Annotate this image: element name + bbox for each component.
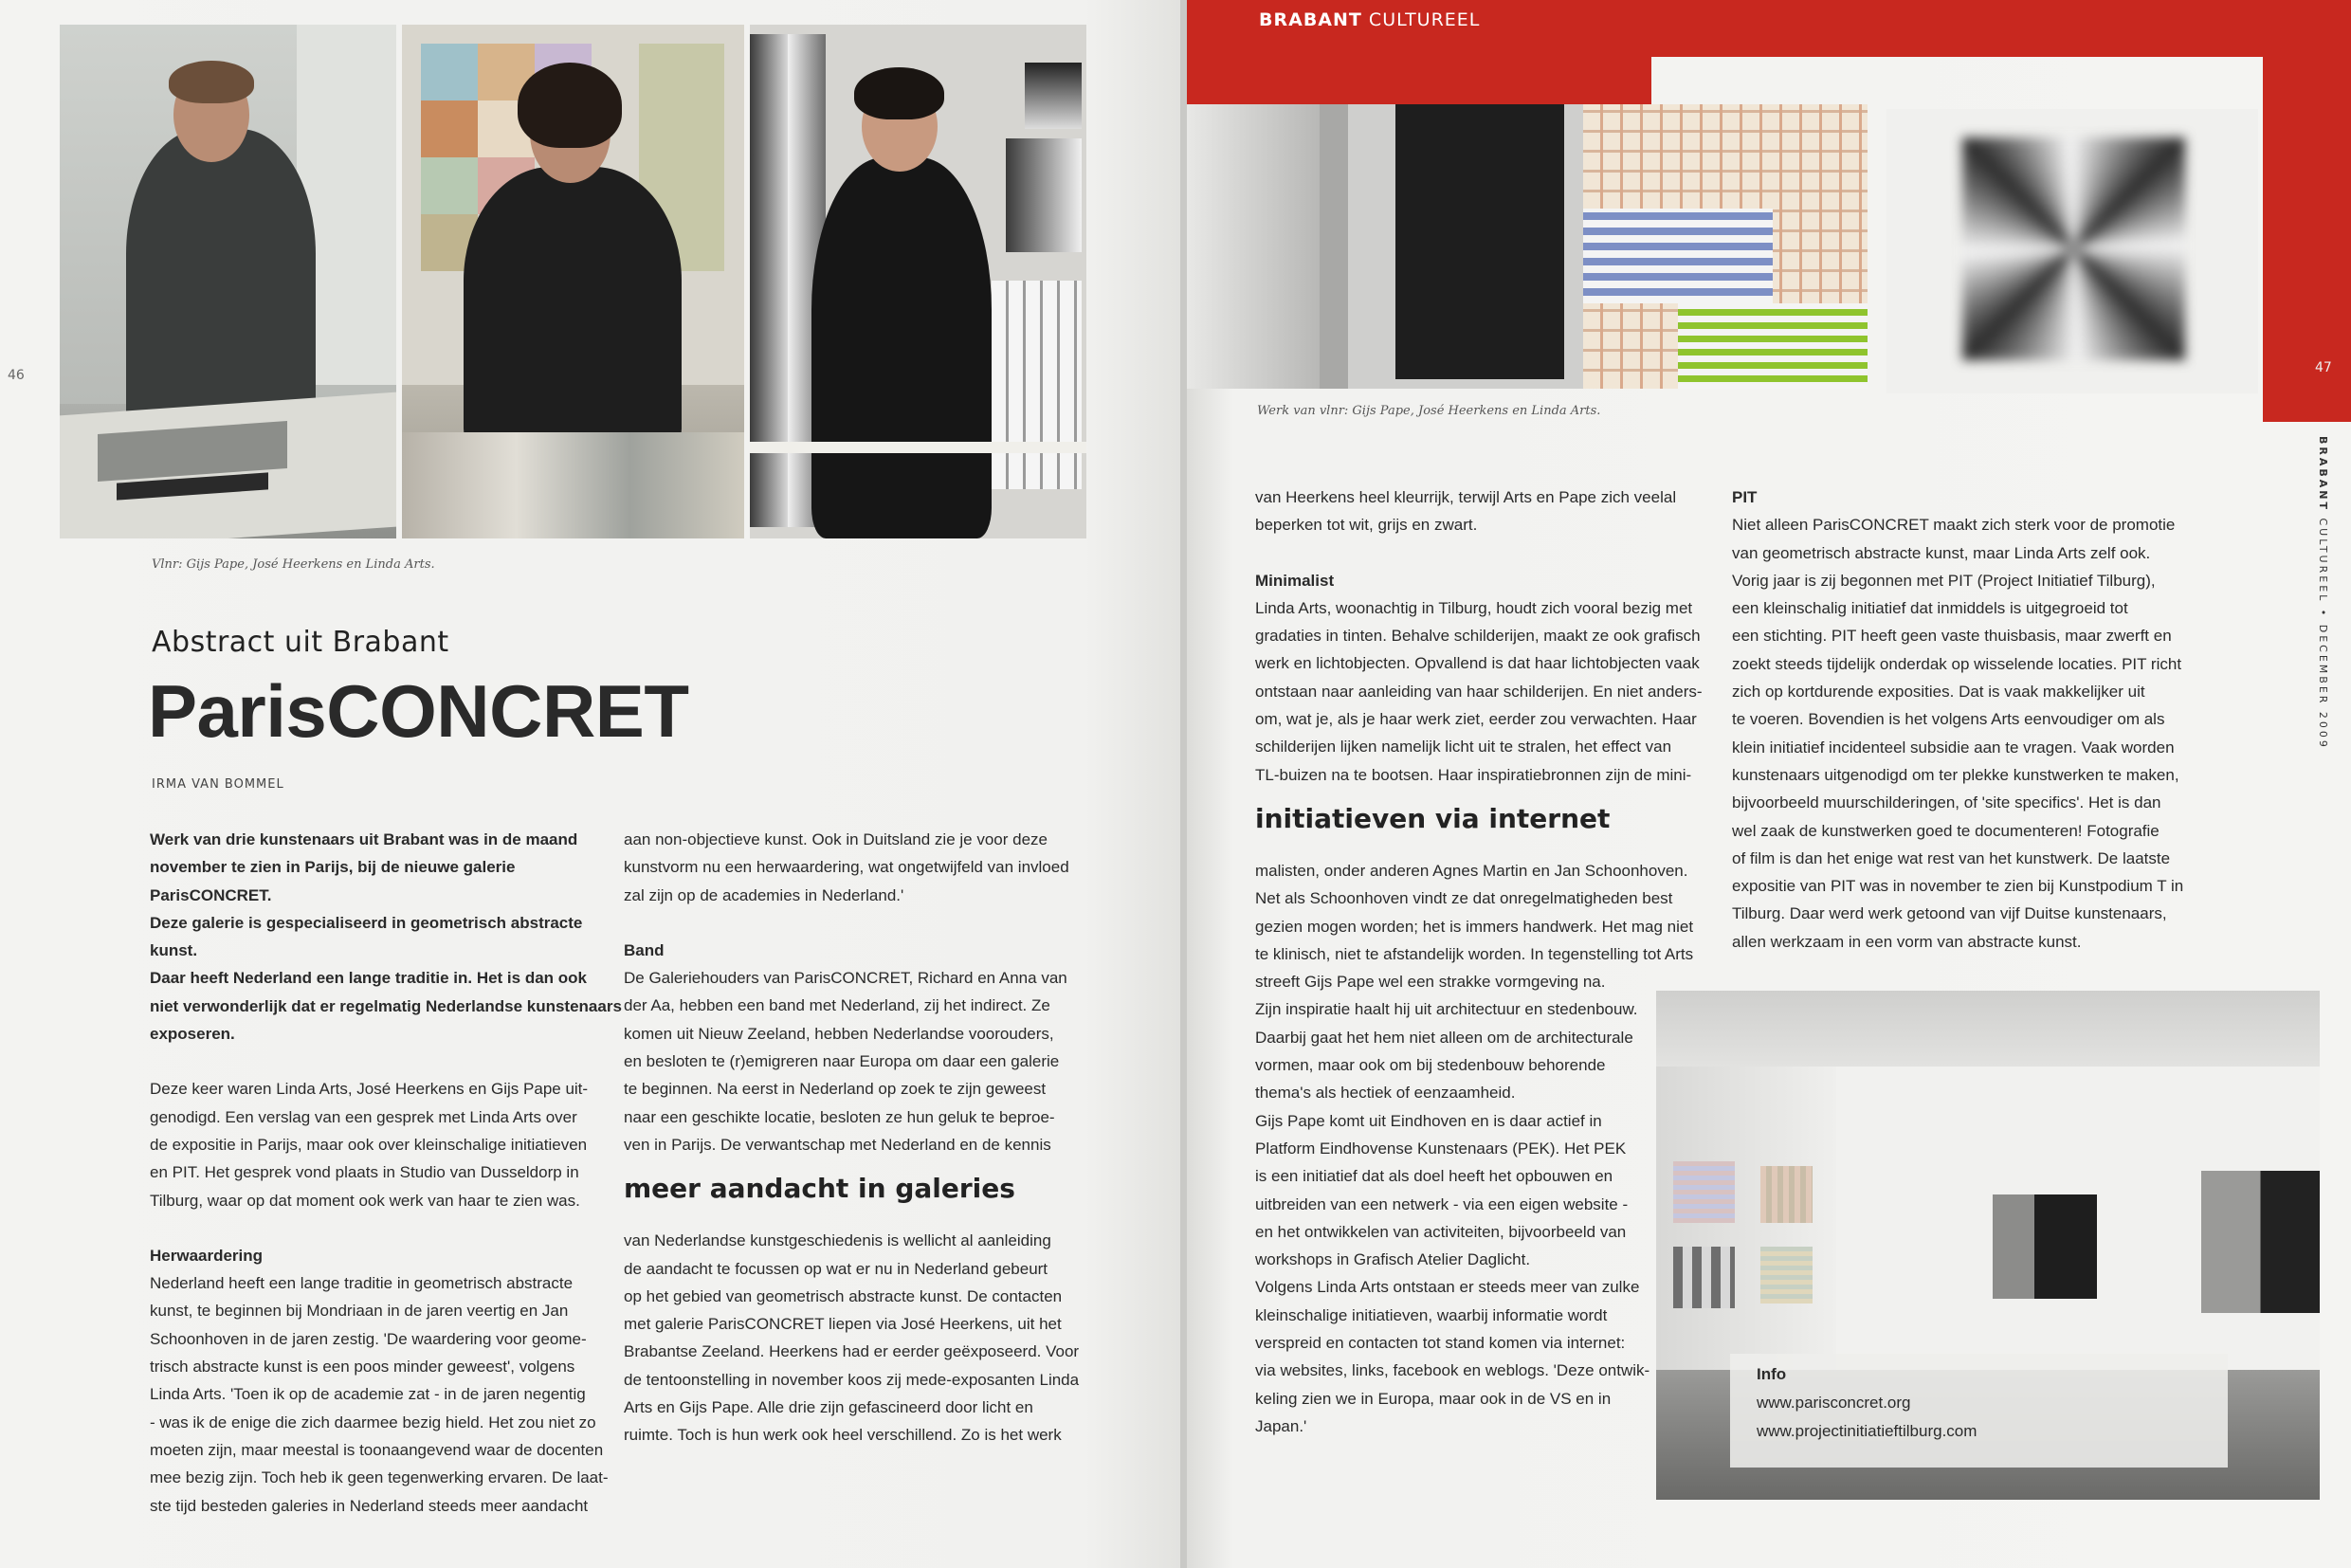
subheading bbox=[624, 937, 1088, 964]
body-paragraph bbox=[624, 1227, 1088, 1449]
sidebar-bold: BRABANT bbox=[2317, 436, 2329, 512]
text-line: om, wat je, als je haar werk ziet, eerder zou verwachten. Haar bbox=[1255, 710, 1697, 729]
text-line: Tilburg, waar op dat moment ook werk van haar te zien was. bbox=[150, 1191, 580, 1210]
info-label: Info bbox=[1757, 1365, 1787, 1383]
photo-caption: Vlnr: Gijs Pape, José Heerkens en Linda Arts. bbox=[152, 557, 435, 572]
text-line: Linda Arts, woonachtig in Tilburg, houdt zich vooral bezig met bbox=[1255, 598, 1693, 617]
text-line: Japan.' bbox=[1255, 1416, 1307, 1435]
text-line: beperken tot wit, grijs en zwart. bbox=[1255, 516, 1478, 535]
text-line: workshops in Grafisch Atelier Daglicht. bbox=[1255, 1250, 1531, 1269]
brand-bold: BRABANT bbox=[1259, 9, 1362, 30]
section-heading bbox=[624, 1172, 1088, 1206]
text-line: is een initiatief dat als doel heeft het opbouwen en bbox=[1255, 1167, 1613, 1186]
text-line: de aandacht te focussen op wat er nu in Nederland gebeurt bbox=[624, 1259, 1048, 1278]
text-line: - was ik de enige die zich daarmee bezig hield. Het zou niet zo bbox=[150, 1413, 596, 1431]
text-line: TL-buizen na te bootsen. Haar inspiratiebronnen zijn de mini- bbox=[1255, 765, 1692, 784]
text-line: PIT bbox=[1732, 488, 1758, 506]
text-line: en besloten te (r)emigreren naar Europa om daar een galerie bbox=[624, 1052, 1060, 1071]
text-line: zal zijn op de academies in Nederland.' bbox=[624, 885, 904, 904]
text-line: Herwaardering bbox=[150, 1246, 264, 1265]
text-line: van Nederlandse kunstgeschiedenis is wellicht al aanleiding bbox=[624, 1231, 1051, 1250]
text-line: werk en lichtobjecten. Opvallend is dat haar lichtobjecten vaak bbox=[1255, 654, 1700, 673]
spine-gutter bbox=[1180, 0, 1187, 1568]
text-line: malisten, onder anderen Agnes Martin en Jan Schoonhoven. bbox=[1255, 861, 1688, 880]
text-line: Band bbox=[624, 940, 665, 959]
text-line: verspreid en contacten tot stand komen via internet: bbox=[1255, 1334, 1626, 1353]
text-line: thema's als hectiek of eenzaamheid. bbox=[1255, 1084, 1516, 1103]
text-line: expositie van PIT was in november te zien bij Kunstpodium T in bbox=[1732, 877, 2184, 896]
text-line: Zijn inspiratie haalt hij uit architectuur en stedenbouw. bbox=[1255, 1000, 1638, 1019]
text-line: en PIT. Het gesprek vond plaats in Studio van Dusseldorp in bbox=[150, 1163, 579, 1182]
text-line: gezien mogen worden; het is immers handwerk. Het mag niet bbox=[1255, 917, 1694, 936]
subheading bbox=[150, 1242, 624, 1269]
text-line: mee bezig zijn. Toch heb ik geen tegenwerking ervaren. De laat- bbox=[150, 1468, 609, 1487]
text-line: Volgens Linda Arts ontstaan er steeds meer van zulke bbox=[1255, 1278, 1640, 1297]
text-line: exposeren. bbox=[150, 1025, 235, 1044]
text-line: schilderijen lijken namelijk licht uit te stralen, het effect van bbox=[1255, 738, 1672, 757]
text-line: te voeren. Bovendien is het volgens Arts eenvoudiger om als bbox=[1732, 710, 2165, 729]
text-line: der Aa, hebben een band met Nederland, zij het indirect. Ze bbox=[624, 996, 1050, 1015]
text-line: Nederland heeft een lange traditie in geometrisch abstracte bbox=[150, 1274, 574, 1293]
text-line: Tilburg. Daar werd werk getoond van vijf Duitse kunstenaars, bbox=[1732, 904, 2167, 923]
lead-paragraph bbox=[150, 826, 624, 1048]
text-line: Vorig jaar is zij begonnen met PIT (Project Initiatief Tilburg), bbox=[1732, 571, 2156, 590]
article-kicker: Abstract uit Brabant bbox=[152, 626, 449, 659]
text-line: Niet alleen ParisCONCRET maakt zich sterk voor de promotie bbox=[1732, 516, 2176, 535]
text-line: vormen, maar ook om bij stedenbouw behorende bbox=[1255, 1056, 1606, 1075]
text-line: komen uit Nieuw Zeeland, hebben Nederlandse voorouders, bbox=[624, 1024, 1054, 1043]
text-line: meer aandacht in galeries bbox=[624, 1173, 1015, 1205]
text-line: naar een geschikte locatie, besloten ze hun geluk te beproe- bbox=[624, 1107, 1055, 1126]
page-number-right: 47 bbox=[2315, 360, 2332, 375]
text-line: en het ontwikkelen van activiteiten, bijvoorbeeld van bbox=[1255, 1222, 1627, 1241]
text-line: Werk van drie kunstenaars uit Brabant was in de maand bbox=[150, 830, 578, 848]
text-line: Deze keer waren Linda Arts, José Heerkens en Gijs Pape uit- bbox=[150, 1080, 589, 1099]
paragraph-gap bbox=[624, 909, 1088, 937]
right-page bbox=[1187, 0, 2351, 1568]
subheading bbox=[1255, 567, 1729, 594]
text-line: of film is dan het enige wat rest van het kunstwerk. De laatste bbox=[1732, 848, 2171, 867]
paragraph-gap bbox=[150, 1048, 624, 1075]
text-line: streeft Gijs Pape wel een strakke vormgeving na. bbox=[1255, 973, 1606, 992]
text-line: Gijs Pape komt uit Eindhoven en is daar actief in bbox=[1255, 1111, 1602, 1130]
text-line: Brabantse Zeeland. Heerkens had er eerder geëxposeerd. Voor bbox=[624, 1342, 1080, 1361]
article-title: ParisCONCRET bbox=[148, 669, 689, 753]
text-line: de expositie in Parijs, maar ook over kleinschalige initiatieven bbox=[150, 1135, 588, 1154]
paragraph-gap bbox=[150, 1214, 624, 1242]
body-paragraph bbox=[1255, 483, 1729, 539]
text-line: niet verwonderlijk dat er regelmatig Nederlandse kunstenaars bbox=[150, 996, 622, 1015]
text-line: ontstaan naar aanleiding van haar schilderijen. En niet anders- bbox=[1255, 682, 1703, 701]
text-line: Linda Arts. 'Toen ik op de academie zat - in de jaren negentig bbox=[150, 1385, 586, 1404]
artwork-jose-heerkens bbox=[1583, 104, 1868, 389]
text-line: zoekt steeds tijdelijk onderdak op wisselende locaties. PIT richt bbox=[1732, 654, 2182, 673]
text-line: bijvoorbeeld muurschilderingen, of 'site specifics'. Het is dan bbox=[1732, 793, 2161, 812]
text-line: de tentoonstelling in november koos zij mede-exposanten Linda bbox=[624, 1370, 1080, 1389]
sidebar-running-head bbox=[2310, 436, 2329, 750]
info-box bbox=[1730, 1354, 2228, 1468]
text-line: wel zaak de kunstwerken goed te documenteren! Fotografie bbox=[1732, 821, 2160, 840]
text-line: te beginnen. Na eerst in Nederland op zoek te zijn geweest bbox=[624, 1080, 1047, 1099]
text-line: Daarbij gaat het hem niet alleen om de architecturale bbox=[1255, 1028, 1633, 1047]
text-line: Platform Eindhovense Kunstenaars (PEK). Het PEK bbox=[1255, 1139, 1627, 1158]
text-line: Deze galerie is gespecialiseerd in geometrisch abstracte kunst. bbox=[150, 913, 583, 960]
brand-rest: CULTUREEL bbox=[1368, 9, 1481, 30]
sidebar-rest: CULTUREEL • DECEMBER 2009 bbox=[2317, 518, 2329, 750]
text-line: Arts en Gijs Pape. Alle drie zijn gefascineerd door licht en bbox=[624, 1398, 1033, 1417]
text-line: te klinisch, niet te afstandelijk worden. In tegenstelling tot Arts bbox=[1255, 944, 1694, 963]
text-line: een stichting. PIT heeft geen vaste thuisbasis, maar zwerft en bbox=[1732, 627, 2172, 646]
subheading bbox=[1732, 483, 2225, 511]
magazine-brand bbox=[1259, 9, 1480, 30]
info-link-parisconcret[interactable]: www.parisconcret.org bbox=[1757, 1394, 1911, 1412]
body-paragraph bbox=[150, 1269, 624, 1520]
text-line: kunst, te beginnen bij Mondriaan in de jaren veertig en Jan bbox=[150, 1302, 569, 1321]
text-line: via websites, links, facebook en weblogs. 'Deze ontwik- bbox=[1255, 1361, 1650, 1380]
text-line: keling zien we in Europa, maar ook in de VS en in bbox=[1255, 1389, 1612, 1408]
text-line: trisch abstracte kunst is een poos minder geweest', volgens bbox=[150, 1358, 575, 1377]
text-line: gradaties in tinten. Behalve schilderijen, maakt ze ook grafisch bbox=[1255, 627, 1701, 646]
text-column-2 bbox=[624, 826, 1088, 1449]
text-line: november te zien in Parijs, bij de nieuwe galerie ParisCONCRET. bbox=[150, 858, 516, 904]
text-line: zich op kortdurende exposities. Dat is vaak makkelijker uit bbox=[1732, 683, 2145, 702]
text-line: uitbreiden van een netwerk - via een eigen website - bbox=[1255, 1194, 1629, 1213]
text-line: Daar heeft Nederland een lange traditie in. Het is dan ook bbox=[150, 969, 588, 988]
artwork-linda-arts bbox=[1886, 109, 2258, 393]
body-paragraph bbox=[1732, 511, 2225, 956]
text-line: Net als Schoonhoven vindt ze dat onregelmatigheden best bbox=[1255, 889, 1673, 908]
photo-gijs-pape bbox=[60, 25, 396, 538]
text-line: Schoonhoven in de jaren zestig. 'De waardering voor geome- bbox=[150, 1329, 587, 1348]
text-line: een kleinschalig initiatief dat inmiddels is uitgegroeid tot bbox=[1732, 599, 2128, 618]
text-line: aan non-objectieve kunst. Ook in Duitsland zie je voor deze bbox=[624, 830, 1048, 848]
text-line: kunstenaars uitgenodigd om ter plekke kunstwerken te maken, bbox=[1732, 765, 2179, 784]
body-paragraph bbox=[624, 964, 1088, 1158]
info-link-pit[interactable]: www.projectinitiatieftilburg.com bbox=[1757, 1422, 1977, 1440]
right-red-strip bbox=[2263, 0, 2351, 422]
paragraph-gap bbox=[1255, 539, 1729, 567]
text-line: ruimte. Toch is hun werk ook heel verschillend. Zo is het werk bbox=[624, 1426, 1062, 1445]
text-line: ste tijd besteden galeries in Nederland steeds meer aandacht bbox=[150, 1496, 589, 1515]
text-line: van geometrisch abstracte kunst, maar Linda Arts zelf ook. bbox=[1732, 543, 2151, 562]
text-column-1 bbox=[150, 826, 624, 1520]
text-line: initiatieven via internet bbox=[1255, 802, 1611, 834]
text-line: klein initiatief incidenteel subsidie aan te vragen. Vaak worden bbox=[1732, 738, 2175, 757]
text-line: van Heerkens heel kleurrijk, terwijl Arts en Pape zich veelal bbox=[1255, 488, 1677, 506]
text-line: allen werkzaam in een vorm van abstracte kunst. bbox=[1732, 932, 2082, 951]
text-line: moeten zijn, maar meestal is toonaangevend waar de docenten bbox=[150, 1440, 604, 1459]
photo-linda-arts bbox=[750, 25, 1086, 538]
artwork-caption: Werk van vlnr: Gijs Pape, José Heerkens en Linda Arts. bbox=[1257, 404, 1601, 418]
body-paragraph bbox=[150, 1075, 624, 1213]
text-line: Minimalist bbox=[1255, 571, 1335, 590]
text-line: ven in Parijs. De verwantschap met Nederland en de kennis bbox=[624, 1135, 1051, 1154]
body-paragraph bbox=[624, 826, 1088, 909]
artwork-gijs-pape bbox=[1187, 104, 1583, 389]
page-number-left: 46 bbox=[8, 368, 25, 383]
photo-jose-heerkens bbox=[402, 25, 744, 538]
section-heading bbox=[1255, 802, 1729, 836]
text-line: met galerie ParisCONCRET liepen via José Heerkens, uit het bbox=[624, 1315, 1062, 1334]
article-author: IRMA VAN BOMMEL bbox=[152, 777, 284, 792]
text-line: genodigd. Een verslag van een gesprek met Linda Arts over bbox=[150, 1107, 577, 1126]
body-paragraph bbox=[1255, 594, 1729, 789]
text-line: kunstvorm nu een herwaardering, wat ongetwijfeld van invloed bbox=[624, 858, 1069, 877]
text-line: op het gebied van geometrisch abstracte kunst. De contacten bbox=[624, 1286, 1063, 1305]
text-column-4 bbox=[1732, 483, 2225, 956]
text-line: kleinschalige initiatieven, waarbij informatie wordt bbox=[1255, 1305, 1608, 1324]
text-line: De Galeriehouders van ParisCONCRET, Richard en Anna van bbox=[624, 969, 1067, 988]
